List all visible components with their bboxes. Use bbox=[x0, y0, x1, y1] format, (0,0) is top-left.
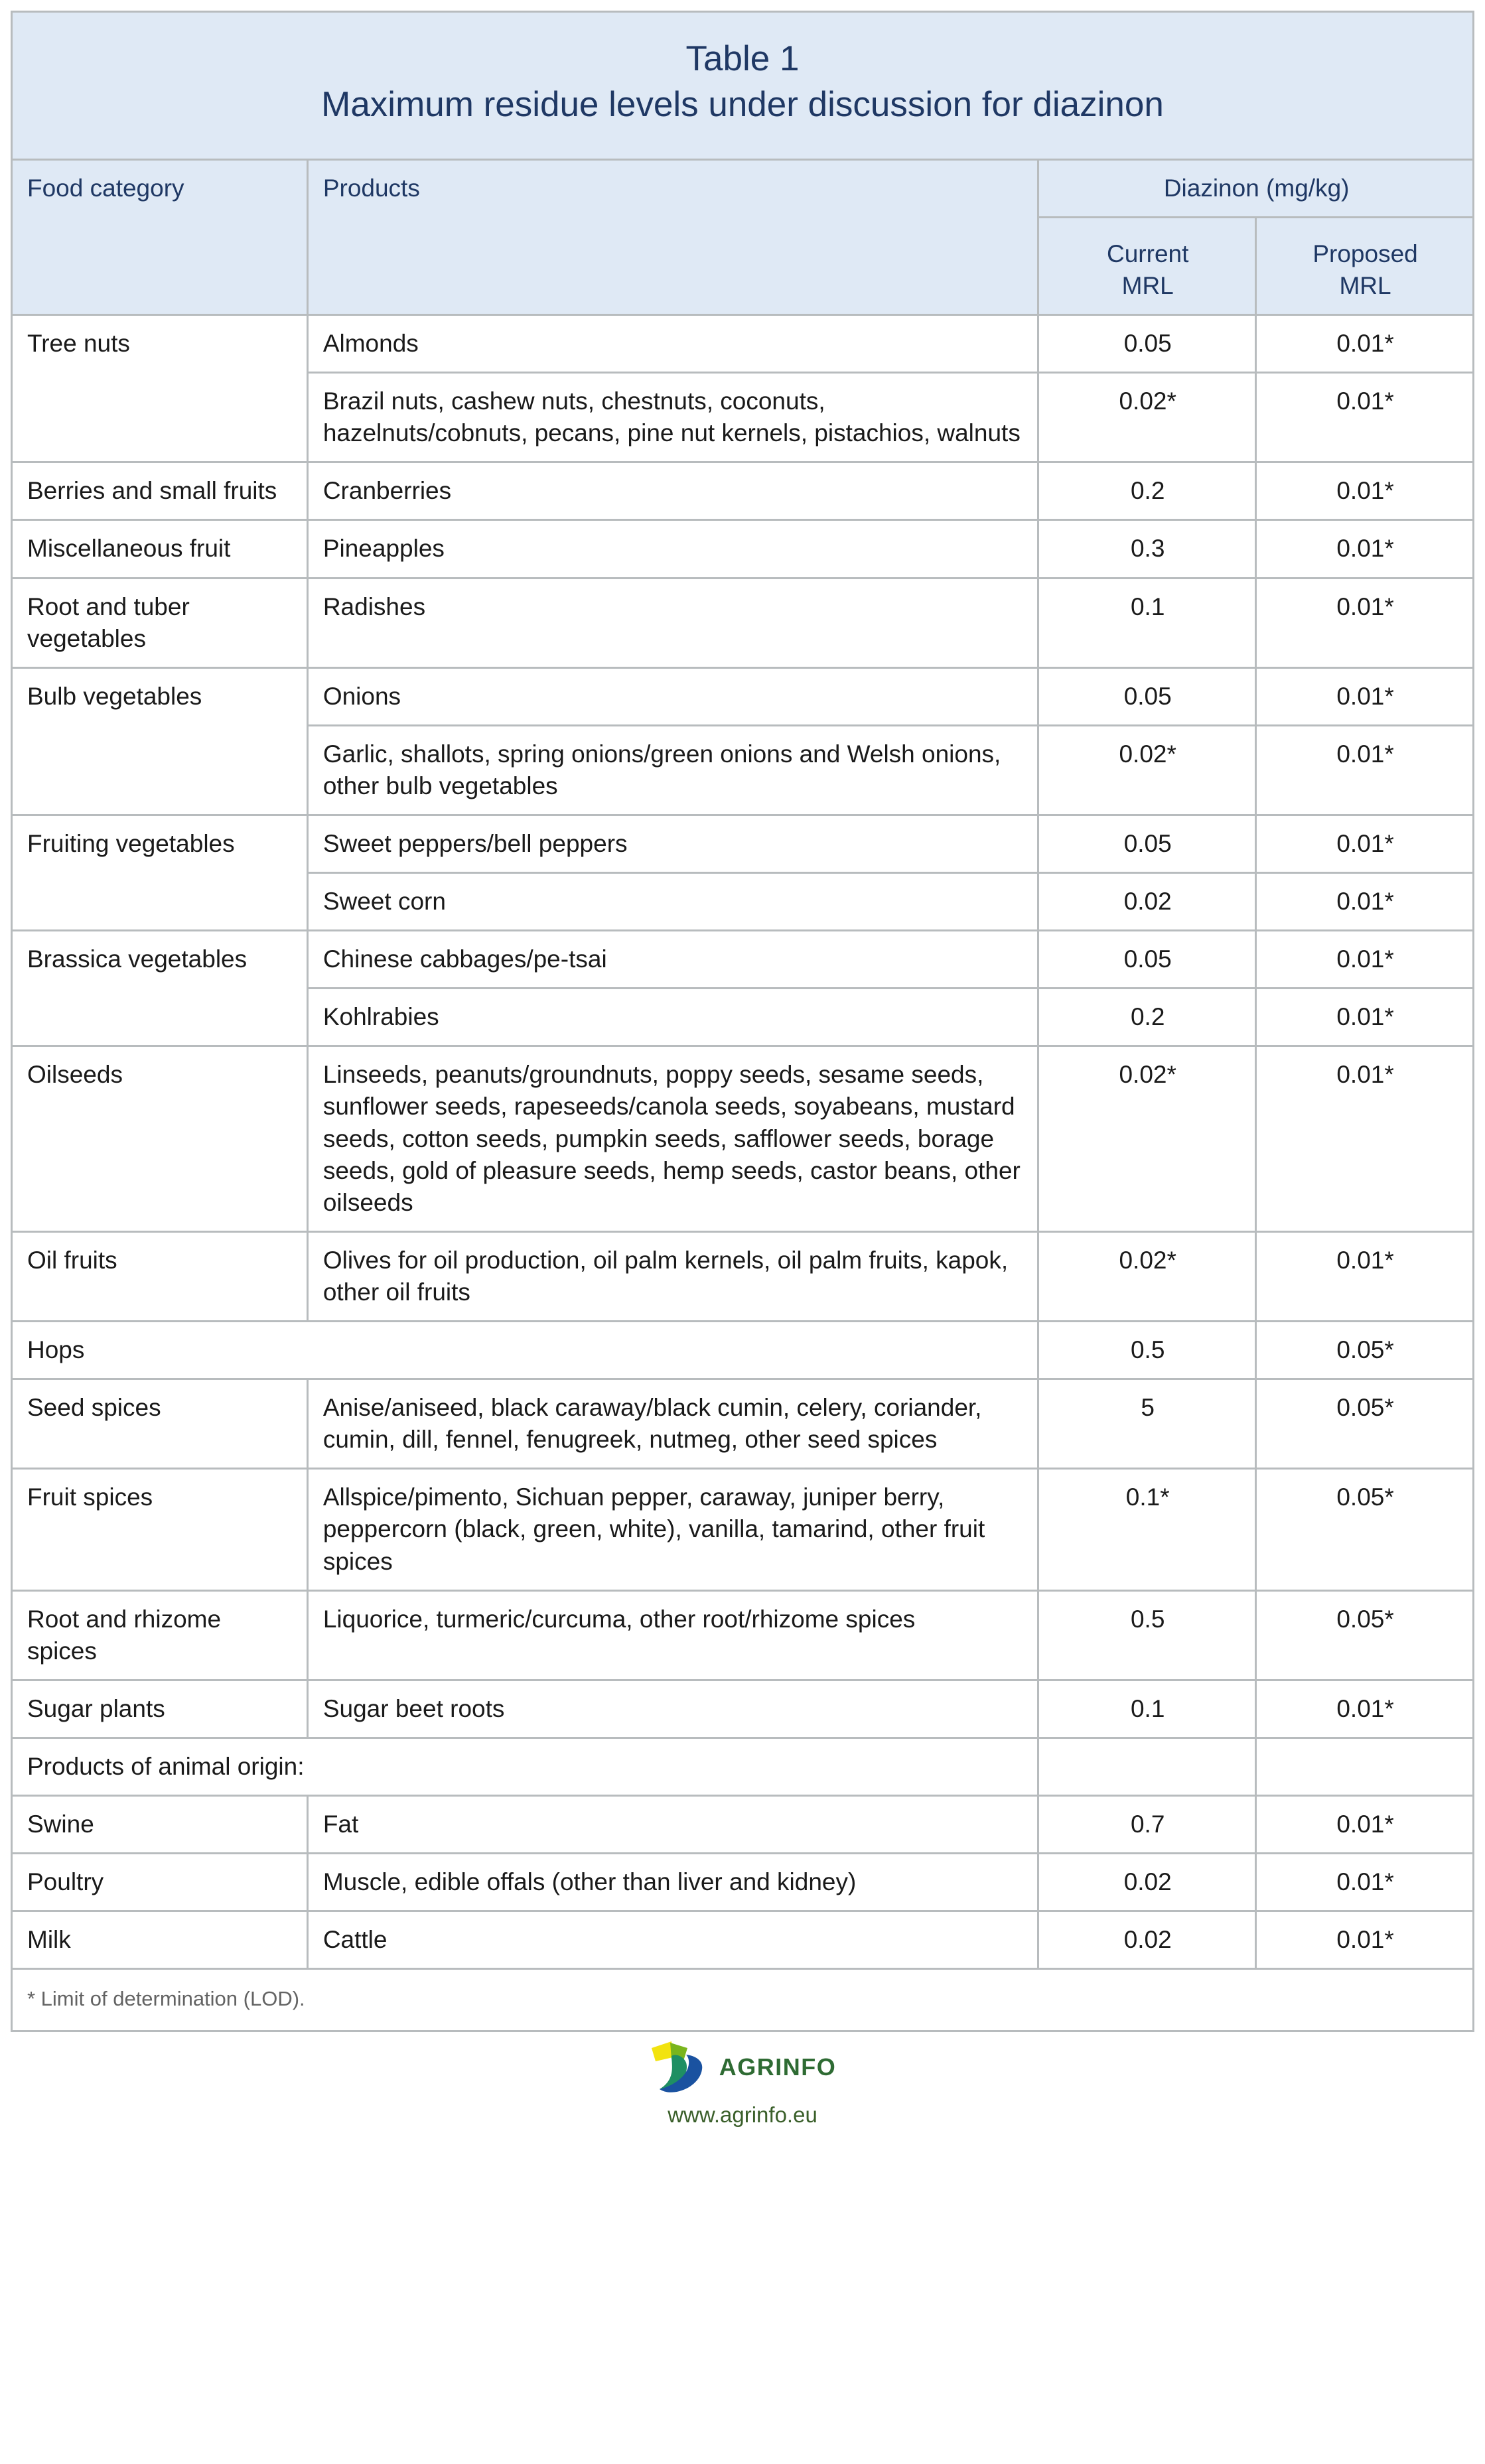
cell-food-category: Root and rhizome spices bbox=[12, 1590, 308, 1680]
cell-proposed-mrl: 0.01* bbox=[1256, 1911, 1474, 1969]
column-header-proposed-mrl bbox=[1256, 217, 1474, 314]
cell-food-category: Products of animal origin: bbox=[12, 1738, 1038, 1795]
table-row bbox=[12, 1854, 1474, 1911]
cell-current-mrl: 0.1 bbox=[1038, 578, 1256, 667]
cell-proposed-mrl: 0.05* bbox=[1256, 1379, 1474, 1469]
cell-current-mrl bbox=[1038, 1738, 1256, 1795]
column-header-food-category: Food category bbox=[12, 159, 308, 314]
column-header-current-mrl bbox=[1038, 217, 1256, 314]
cell-current-mrl: 0.02* bbox=[1038, 373, 1256, 462]
cell-proposed-mrl: 0.05* bbox=[1256, 1590, 1474, 1680]
cell-products: Almonds bbox=[307, 315, 1038, 373]
cell-proposed-mrl: 0.01* bbox=[1256, 373, 1474, 462]
cell-products: Cattle bbox=[307, 1911, 1038, 1969]
cell-food-category: Seed spices bbox=[12, 1379, 308, 1469]
cell-current-mrl: 0.05 bbox=[1038, 815, 1256, 873]
cell-food-category: Fruiting vegetables bbox=[12, 815, 308, 931]
mrl-table bbox=[11, 11, 1474, 2032]
cell-products: Pineapples bbox=[307, 520, 1038, 578]
cell-current-mrl: 0.1* bbox=[1038, 1469, 1256, 1590]
cell-current-mrl: 0.02* bbox=[1038, 1231, 1256, 1321]
proposed-mrl-label-line-1: Proposed bbox=[1312, 240, 1418, 267]
cell-food-category: Root and tuber vegetables bbox=[12, 578, 308, 667]
cell-food-category: Fruit spices bbox=[12, 1469, 308, 1590]
cell-products: Linseeds, peanuts/groundnuts, poppy seeds, sesame seeds, sunflower seeds, rapeseeds/canola seeds, soyabeans, mustard seeds, cotton seeds, pumpkin seeds, safflower seeds, borage seeds, gold of pleasure seeds, hemp seeds, castor beans, other oilseeds bbox=[307, 1046, 1038, 1231]
cell-current-mrl: 0.1 bbox=[1038, 1680, 1256, 1738]
cell-proposed-mrl bbox=[1256, 1738, 1474, 1795]
cell-current-mrl: 0.02 bbox=[1038, 1854, 1256, 1911]
current-mrl-label-line-2: MRL bbox=[1121, 271, 1174, 299]
table-row bbox=[12, 315, 1474, 373]
table-row bbox=[12, 1379, 1474, 1469]
table-row bbox=[12, 1738, 1474, 1795]
cell-food-category: Sugar plants bbox=[12, 1680, 308, 1738]
cell-current-mrl: 0.7 bbox=[1038, 1795, 1256, 1853]
cell-food-category: Berries and small fruits bbox=[12, 462, 308, 520]
cell-products: Sweet peppers/bell peppers bbox=[307, 815, 1038, 873]
cell-products: Muscle, edible offals (other than liver and kidney) bbox=[307, 1854, 1038, 1911]
cell-proposed-mrl: 0.01* bbox=[1256, 1680, 1474, 1738]
cell-proposed-mrl: 0.01* bbox=[1256, 989, 1474, 1046]
table-row bbox=[12, 667, 1474, 725]
table-title-line-1: Table 1 bbox=[685, 39, 800, 78]
agrinfo-wordmark: AGRINFO bbox=[719, 2053, 837, 2081]
cell-food-category: Milk bbox=[12, 1911, 308, 1969]
table-row bbox=[12, 1680, 1474, 1738]
table-row bbox=[12, 815, 1474, 873]
cell-proposed-mrl: 0.01* bbox=[1256, 725, 1474, 815]
cell-current-mrl: 0.02 bbox=[1038, 1911, 1256, 1969]
cell-proposed-mrl: 0.01* bbox=[1256, 462, 1474, 520]
footnote-text: * Limit of determination (LOD). bbox=[27, 1987, 305, 2011]
table-title-line-2: Maximum residue levels under discussion for diazinon bbox=[321, 84, 1164, 124]
cell-food-category: Miscellaneous fruit bbox=[12, 520, 308, 578]
table-title-row bbox=[12, 12, 1474, 160]
table-row bbox=[12, 1590, 1474, 1680]
cell-current-mrl: 0.05 bbox=[1038, 667, 1256, 725]
table-header-row-primary bbox=[12, 159, 1474, 217]
cell-food-category: Tree nuts bbox=[12, 315, 308, 462]
cell-proposed-mrl: 0.01* bbox=[1256, 578, 1474, 667]
cell-food-category: Poultry bbox=[12, 1854, 308, 1911]
cell-products: Brazil nuts, cashew nuts, chestnuts, coconuts, hazelnuts/cobnuts, pecans, pine nut kernels, pistachios, walnuts bbox=[307, 373, 1038, 462]
cell-current-mrl: 0.05 bbox=[1038, 315, 1256, 373]
cell-current-mrl: 0.02* bbox=[1038, 1046, 1256, 1231]
cell-products: Radishes bbox=[307, 578, 1038, 667]
cell-food-category: Swine bbox=[12, 1795, 308, 1853]
cell-proposed-mrl: 0.01* bbox=[1256, 873, 1474, 931]
cell-current-mrl: 0.2 bbox=[1038, 462, 1256, 520]
cell-food-category: Oil fruits bbox=[12, 1231, 308, 1321]
table-row bbox=[12, 462, 1474, 520]
cell-proposed-mrl: 0.01* bbox=[1256, 520, 1474, 578]
cell-proposed-mrl: 0.01* bbox=[1256, 315, 1474, 373]
footer-logo-block bbox=[11, 2032, 1474, 2128]
cell-proposed-mrl: 0.01* bbox=[1256, 1231, 1474, 1321]
cell-products: Kohlrabies bbox=[307, 989, 1038, 1046]
cell-current-mrl: 5 bbox=[1038, 1379, 1256, 1469]
cell-products: Anise/aniseed, black caraway/black cumin, celery, coriander, cumin, dill, fennel, fenugreek, nutmeg, other seed spices bbox=[307, 1379, 1038, 1469]
table-title-cell bbox=[12, 12, 1474, 160]
cell-proposed-mrl: 0.05* bbox=[1256, 1469, 1474, 1590]
column-header-diazinon-group: Diazinon (mg/kg) bbox=[1038, 159, 1474, 217]
table-row bbox=[12, 1795, 1474, 1853]
cell-food-category: Brassica vegetables bbox=[12, 931, 308, 1046]
table-row bbox=[12, 1322, 1474, 1379]
column-header-products: Products bbox=[307, 159, 1038, 314]
cell-food-category: Oilseeds bbox=[12, 1046, 308, 1231]
cell-current-mrl: 0.02* bbox=[1038, 725, 1256, 815]
cell-products: Olives for oil production, oil palm kernels, oil palm fruits, kapok, other oil fruits bbox=[307, 1231, 1038, 1321]
cell-proposed-mrl: 0.01* bbox=[1256, 931, 1474, 989]
footnote-cell bbox=[12, 1969, 1474, 2031]
cell-products: Allspice/pimento, Sichuan pepper, caraway, juniper berry, peppercorn (black, green, white), vanilla, tamarind, other fruit spices bbox=[307, 1469, 1038, 1590]
cell-products: Onions bbox=[307, 667, 1038, 725]
cell-current-mrl: 0.5 bbox=[1038, 1322, 1256, 1379]
agrinfo-bird-icon bbox=[649, 2039, 713, 2096]
cell-products: Sweet corn bbox=[307, 873, 1038, 931]
agrinfo-url: www.agrinfo.eu bbox=[668, 2102, 817, 2127]
cell-products: Chinese cabbages/pe-tsai bbox=[307, 931, 1038, 989]
cell-proposed-mrl: 0.01* bbox=[1256, 1854, 1474, 1911]
cell-products: Cranberries bbox=[307, 462, 1038, 520]
cell-products: Liquorice, turmeric/curcuma, other root/rhizome spices bbox=[307, 1590, 1038, 1680]
agrinfo-logo bbox=[649, 2039, 837, 2096]
cell-proposed-mrl: 0.01* bbox=[1256, 815, 1474, 873]
cell-proposed-mrl: 0.01* bbox=[1256, 1046, 1474, 1231]
cell-proposed-mrl: 0.01* bbox=[1256, 667, 1474, 725]
cell-products: Garlic, shallots, spring onions/green onions and Welsh onions, other bulb vegetables bbox=[307, 725, 1038, 815]
table-row bbox=[12, 1911, 1474, 1969]
cell-products: Sugar beet roots bbox=[307, 1680, 1038, 1738]
cell-food-category: Bulb vegetables bbox=[12, 667, 308, 815]
table-row bbox=[12, 1469, 1474, 1590]
cell-current-mrl: 0.5 bbox=[1038, 1590, 1256, 1680]
cell-food-category: Hops bbox=[12, 1322, 1038, 1379]
table-row bbox=[12, 1231, 1474, 1321]
cell-proposed-mrl: 0.05* bbox=[1256, 1322, 1474, 1379]
cell-current-mrl: 0.02 bbox=[1038, 873, 1256, 931]
table-row bbox=[12, 931, 1474, 989]
current-mrl-label-line-1: Current bbox=[1107, 240, 1189, 267]
cell-current-mrl: 0.05 bbox=[1038, 931, 1256, 989]
cell-products: Fat bbox=[307, 1795, 1038, 1853]
cell-current-mrl: 0.2 bbox=[1038, 989, 1256, 1046]
table-row bbox=[12, 578, 1474, 667]
cell-proposed-mrl: 0.01* bbox=[1256, 1795, 1474, 1853]
proposed-mrl-label-line-2: MRL bbox=[1339, 271, 1391, 299]
table-row bbox=[12, 520, 1474, 578]
table-row bbox=[12, 1046, 1474, 1231]
cell-current-mrl: 0.3 bbox=[1038, 520, 1256, 578]
table-footnote-row bbox=[12, 1969, 1474, 2031]
